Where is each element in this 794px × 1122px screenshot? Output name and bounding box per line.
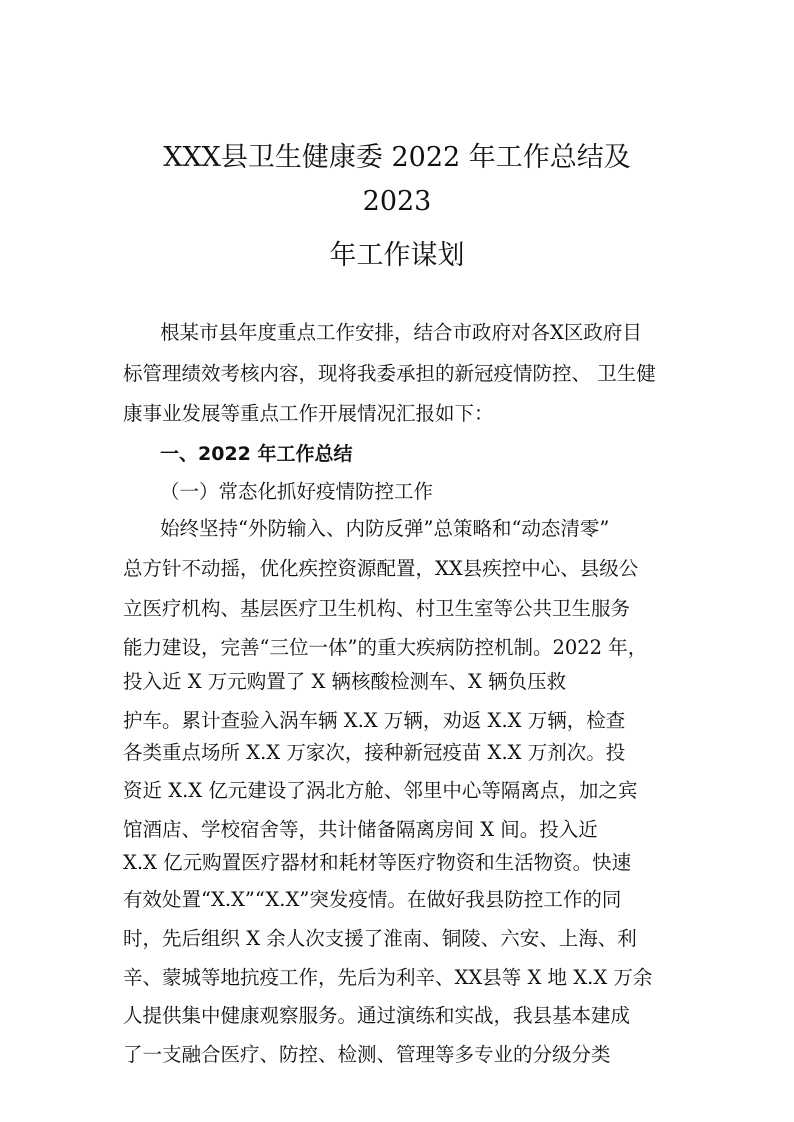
- paragraph-line: 根某市县年度重点工作安排，结合市政府对各X区政府目: [160, 321, 642, 344]
- subsection-heading: （一）常态化抓好疫情防控工作: [160, 480, 434, 503]
- document-title-line-2: 2023: [362, 186, 432, 217]
- paragraph-line: 标管理绩效考核内容，现将我委承担的新冠疫情防控、 卫生健: [123, 362, 656, 385]
- paragraph-line: 馆酒店、学校宿舍等，共计储备隔离房间 X 间。投入近: [123, 818, 598, 841]
- paragraph-line: 有效处置“X.X”“X.X”突发疫情。在做好我县防控工作的同: [123, 888, 622, 911]
- paragraph-line: 人提供集中健康观察服务。通过演练和实战，我县基本建成: [123, 1004, 631, 1027]
- paragraph-line: 立医疗机构、基层医疗卫生机构、村卫生室等公共卫生服务: [123, 597, 631, 620]
- paragraph-line: 了一支融合医疗、防控、检测、管理等多专业的分级分类: [123, 1043, 611, 1066]
- paragraph-line: 投入近 X 万元购置了 X 辆核酸检测车、X 辆负压救: [123, 670, 567, 693]
- paragraph-line: 时，先后组织 X 余人次支援了淮南、铜陵、六安、上海、利: [123, 927, 637, 950]
- document-title-line-1: XXX县卫生健康委 2022 年工作总结及: [163, 142, 631, 173]
- paragraph-line: 辛、蒙城等地抗疫工作，先后为利辛、XX县等 X 地 X.X 万余: [123, 966, 653, 989]
- paragraph-line: 康事业发展等重点工作开展情况汇报如下：: [123, 402, 494, 425]
- paragraph-line: 能力建设，完善“三位一体”的重大疾病防控机制。2022 年，: [123, 636, 648, 659]
- document-title-line-3: 年工作谋划: [329, 240, 465, 271]
- paragraph-line: 护车。累计查验入涡车辆 X.X 万辆，劝返 X.X 万辆，检查: [123, 709, 626, 732]
- paragraph-line: 总方针不动摇，优化疾控资源配置，XX县疾控中心、县级公: [123, 557, 639, 580]
- paragraph-line: 各类重点场所 X.X 万家次，接种新冠疫苗 X.X 万剂次。投: [123, 741, 626, 764]
- paragraph-line: 资近 X.X 亿元建设了涡北方舱、邻里中心等隔离点，加之宾: [123, 779, 638, 802]
- section-heading: 一、2022 年工作总结: [160, 443, 353, 465]
- paragraph-line: X.X 亿元购置医疗器材和耗材等医疗物资和生活物资。快速: [123, 851, 632, 874]
- paragraph-line: 始终坚持“外防输入、内防反弹”总策略和“动态清零”: [160, 517, 610, 540]
